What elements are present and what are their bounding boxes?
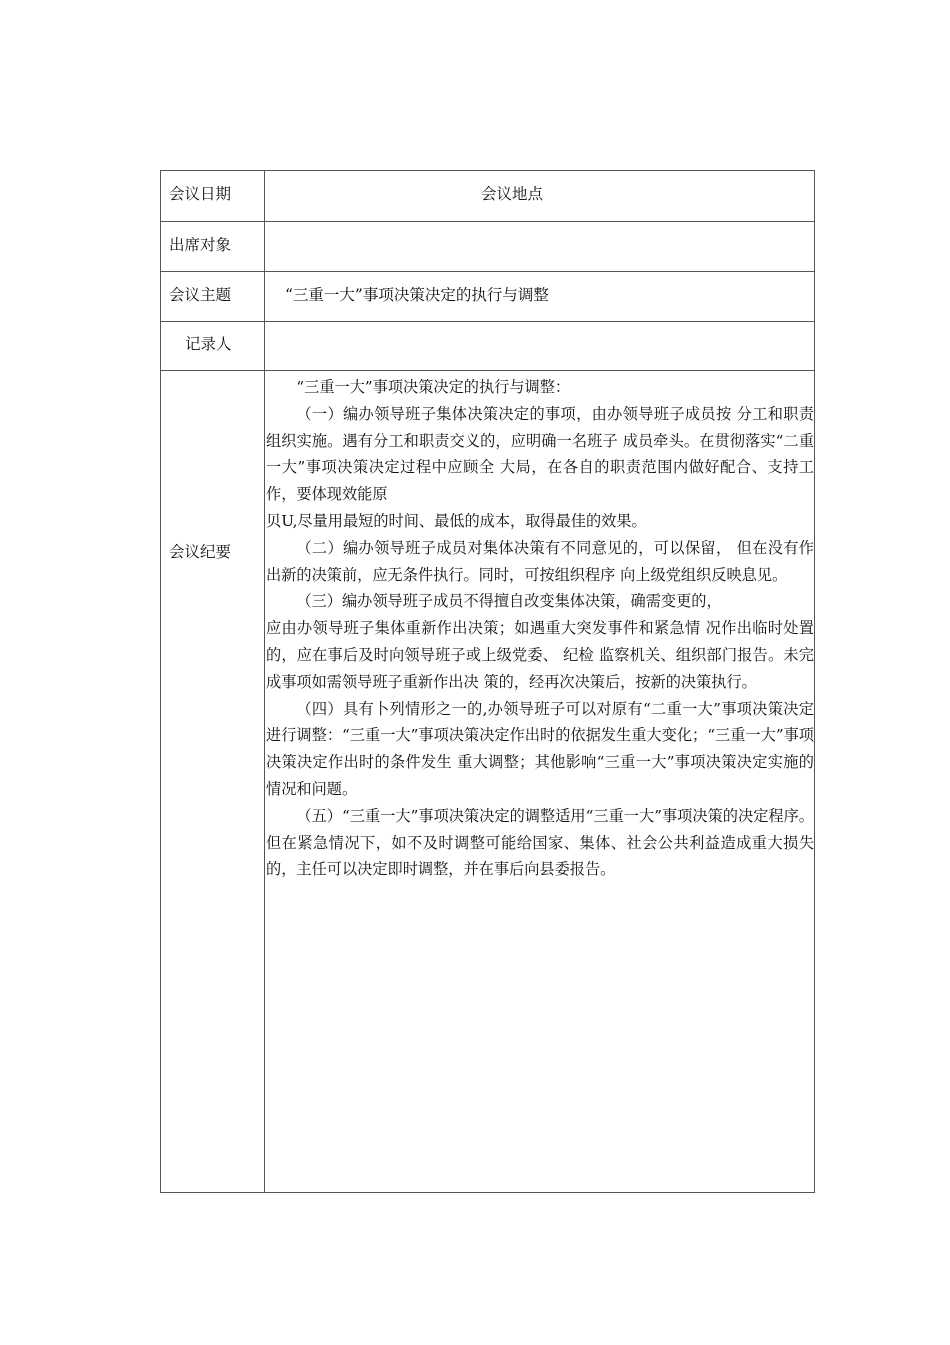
topic-value: “三重一大”事项决策决定的执行与调整 (285, 286, 549, 304)
table-row-attendees (161, 222, 814, 272)
label-cell-attendees (161, 222, 265, 271)
value-cell-topic (265, 272, 814, 321)
table-row-date (161, 171, 814, 222)
topic-label: 会议主题 (169, 286, 232, 304)
minutes-paragraph-1: （一）编办领导班子集体决策决定的事项，由办领导班子成员按 分工和职责组织实施。遇有分工和职责交义的，应明确一名班子 成员牵头。在贯彻落实“二重一大”事项决策决定过程中应顾全 大局，在各自的职责范围内做好配合、支持工作，要体现效能原 (266, 404, 814, 504)
table-row-minutes (161, 371, 814, 1192)
table-row-topic (161, 272, 814, 322)
value-cell-recorder (265, 322, 814, 370)
minutes-paragraph-4: （四）具有卜列情形之一的,办领导班子可以对原有“二重一大”事项决策决定进行调整：“三重一大”事项决策决定作出时的依据发生重大变化；“三重一大”事项决策决定作出时的条件发生 重大调整；其他影响“三重一大”事项决策决定实施的情况和问题。 (266, 699, 814, 798)
meeting-date-label: 会议日期 (169, 185, 232, 203)
value-cell-date (265, 171, 814, 221)
minutes-heading: “三重一大”事项决策决定的执行与调整： (296, 378, 571, 396)
label-cell-recorder (161, 322, 265, 370)
meeting-location-label: 会议地点 (481, 185, 544, 203)
label-cell-date (161, 171, 265, 221)
value-cell-attendees (265, 222, 814, 271)
meeting-record-table (160, 170, 815, 1193)
recorder-label: 记录人 (185, 335, 232, 353)
minutes-paragraph-2: （二）编办领导班子成员对集体决策有不同意见的，可以保留， 但在没有作出新的决策前，应无条件执行。同时，可按组织程序 向上级党组织反映息见。 (266, 538, 814, 584)
minutes-label: 会议纪要 (169, 543, 232, 561)
label-cell-topic (161, 272, 265, 321)
minutes-body (266, 374, 814, 883)
minutes-paragraph-5: （五）“三重一大”事项决策决定的调整适用“三重一大”事项决策的决定程序。但在紧急情况下，如不及时调整可能给国家、集体、社会公共利益造成重大损失的，主任可以决定即时调整，并在事后向县委报告。 (266, 806, 814, 879)
minutes-paragraph-3: （三）编办领导班子成员不得擅自改变集体决策，确需变更的， (296, 592, 722, 611)
minutes-paragraph-3-cont: 应由办领导班子集体重新作出决策；如遇重大突发事件和紧急情 况作出临时处置的，应在事后及时向领导班子或上级党委、 纪检 监察机关、组织部门报告。未完成事项如需领导班子重新作出决 策的，经再次决策后，按新的决策执行。 (266, 619, 814, 691)
label-cell-minutes (161, 371, 265, 1192)
value-cell-minutes (265, 371, 814, 1192)
table-row-recorder (161, 322, 814, 371)
minutes-paragraph-1-cont: 贝U,尽量用最短的时间、最低的成本，取得最佳的效果。 (266, 511, 647, 530)
attendees-label: 出席对象 (169, 236, 232, 254)
